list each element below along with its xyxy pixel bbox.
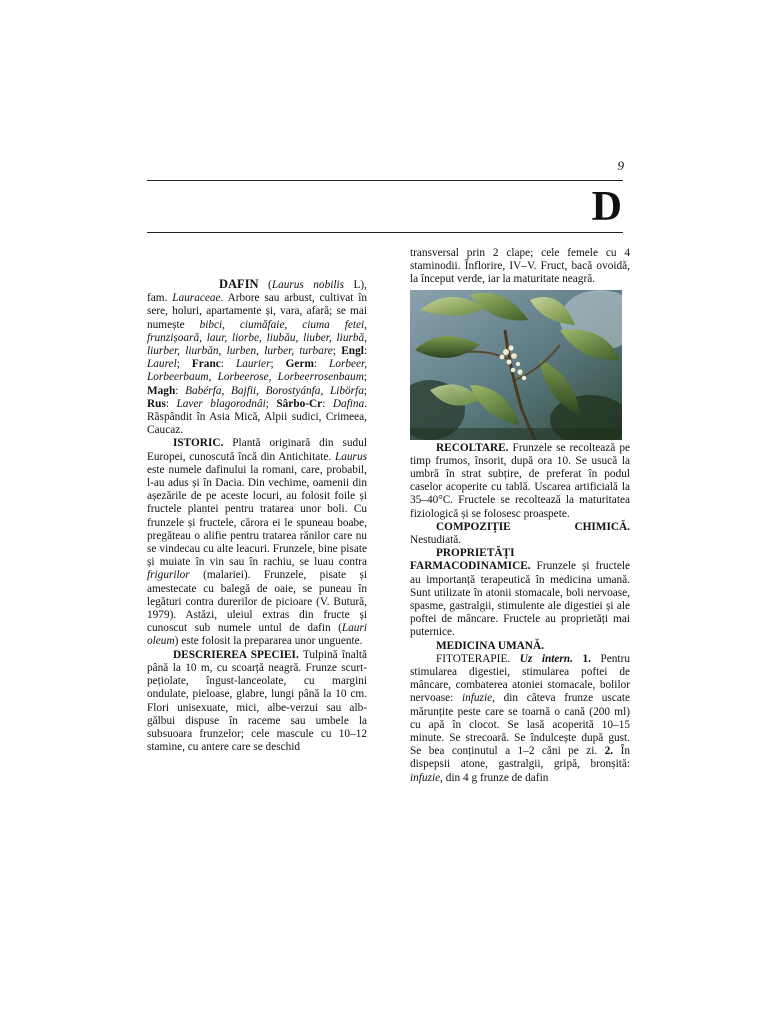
istoric-text-d: ) este folosit la prepararea unor unguente. <box>174 635 363 648</box>
recoltare-text: Frunzele se recoltează pe timp frumos, însorit, după ora 10. Se usucă la umbră în strat subțire, de preferat în podul caselor acoperite cu tablă. Uscarea artificială la 35–40°C. Fructele se recoltează la maturitatea fiziologică și se folosesc proaspete. <box>410 441 630 520</box>
proprietati-paragraph <box>410 560 630 639</box>
header-rule-bottom <box>147 232 623 233</box>
right-column <box>410 247 630 785</box>
separator: ; <box>265 397 277 410</box>
separator: : <box>322 397 333 410</box>
istoric-paragraph <box>147 437 367 648</box>
separator: : <box>313 358 330 371</box>
continued-description: transversal prin 2 clape; cele femele cu 4 staminodii. Înflorire, IV–V. Fruct, bacă ovoidă, la început verde, iar la maturitate neagră. <box>410 247 630 286</box>
separator: : <box>363 345 367 358</box>
proprietati-heading-2: FARMACODINAMICE. <box>410 560 531 573</box>
compozitie-text: Nestudiată. <box>410 534 462 547</box>
lang-label-germ: Germ <box>285 358 314 371</box>
fitoterapie-text-c: În dispepsii atone, gastralgii, gripă, bronșită: <box>410 745 630 771</box>
proprietati-text: Frunzele și fructele au importanță terapeutică în medicina umană. Sunt utilizate în atonii stomacale, boli nervoase, spasme, gastralgii, stimulente ale digestiei și ale poftei de mâncare. Fructele au proprietăți mai puternice. <box>410 560 630 639</box>
page-number: 9 <box>617 158 624 173</box>
proprietati-heading-1: PROPRIETĂȚI <box>436 547 515 560</box>
separator: ; <box>332 345 342 358</box>
fitoterapie-text-d: , din 4 g frunze de dafin <box>440 771 549 784</box>
name-engl: Laurel <box>147 358 177 371</box>
descriere-paragraph <box>147 649 367 755</box>
separator: ; <box>363 371 367 384</box>
lang-label-engl: Engl <box>341 345 364 358</box>
entry-text-b: . Arbore sau arbust, cultivat în sere, holuri, apartamente și, vara, afară; se mai numește <box>147 292 367 331</box>
recoltare-heading: RECOLTARE. <box>436 441 509 454</box>
istoric-text-b: este numele dafinului la romani, care, probabil, l-au adus și în Dacia. Din vechime, oamenii din așezările de pe aceste locuri, au folosit foile și fructele plantei pentru tratarea unor boli. Cu frunzele și fructele, cărora ei le spuneau boabe, pregăteau o alifie pentru tratarea rănilor care nu se vindecau cu alte leacuri. Frunzele, bine pisate și muiate în vin sau în rachiu, se luau contra <box>147 463 367 569</box>
separator: : <box>220 358 236 371</box>
entry-title: DAFIN <box>219 277 259 291</box>
section-letter: D <box>591 184 622 230</box>
entry-text-a: L), fam. <box>147 279 367 305</box>
istoric-heading: ISTORIC. <box>173 437 224 450</box>
separator: ; <box>176 358 192 371</box>
item-number-2: 2. <box>604 745 614 758</box>
separator: ; <box>363 384 368 397</box>
bay-laurel-flowering-branch-photo <box>410 290 622 440</box>
separator: : <box>175 384 186 397</box>
descriere-text: Tulpină înaltă până la 10 m, cu scoarță neagră. Frunze scurt-pețiolate, îngust-lanceolate, cu margini ondulate, pieloase, glabre, lungi până la 10 cm. Flori unisexuate, mici, albe-verzui sau alb-gălbui dispuse în raceme sau umbele la subsuoara frunzelor; cele mascule cu 10–12 stamine, cu antere care se deschid <box>147 648 367 754</box>
istoric-text-c: (malariei). Frunzele, pisate și amestecate cu balegă de oaie, se puneau în legături contra durerilor de picioare (V. Butură, 1979). Astăzi, uleiul extras din fructe și cunoscut sub numele untul de dafin ( <box>147 569 367 635</box>
header-rule-top <box>147 180 623 181</box>
family-name: Lauraceae <box>172 292 221 305</box>
plant-photo <box>410 290 622 440</box>
names-magh: Babérfa, Bajfii, Borostyánfa, Libörfa <box>185 384 364 397</box>
compozitie-heading: COMPOZIȚIE CHIMICĂ. <box>436 520 630 533</box>
frigurilor-word: frigurilor <box>147 569 190 582</box>
lang-label-rus: Rus <box>147 397 166 410</box>
uz-intern-label: Uz intern. <box>519 652 573 665</box>
entry-paragraph <box>147 278 367 437</box>
infuzie-word-1: infuzie <box>461 692 493 705</box>
fitoterapie-heading: FITOTERAPIE. <box>436 652 520 665</box>
laurus-word: Laurus <box>334 450 367 463</box>
lang-label-magh: Magh <box>147 384 176 397</box>
fitoterapie-text-a: Pentru stimularea digestiei, stimularea poftei de mâncare, combaterea atoniei stomacale, bolilor nervoase: <box>410 652 630 705</box>
lang-label-sarbo: Sârbo-Cr <box>276 397 323 410</box>
item-number-1: 1. <box>572 652 591 665</box>
name-sarbo: Dafina <box>332 397 365 410</box>
fitoterapie-paragraph <box>410 653 630 785</box>
left-column <box>147 278 367 754</box>
latin-name: Laurus nobilis <box>271 279 345 291</box>
recoltare-paragraph <box>410 442 630 521</box>
medicina-heading: MEDICINA UMANĂ. <box>436 639 544 652</box>
names-germ: Lorbeer, Lorbeerbaum, Lorbeerose, Lorbeerrosenbaum <box>147 358 368 384</box>
descriere-heading: DESCRIEREA SPECIEI. <box>173 648 299 661</box>
name-franc: Laurier <box>235 358 271 371</box>
separator: : <box>165 397 177 410</box>
lang-label-franc: Franc <box>191 358 221 371</box>
folk-names: bibci, ciumăfaie, ciuma fetei, frunzișoară, laur, liorbe, liubău, liuber, liurbă, liurber, liurbăn, lurben, lurber, turbare <box>147 318 367 358</box>
entry-text-c: . Răspândit în Asia Mică, Alpii sudici, Crimeea, Caucaz. <box>147 397 368 437</box>
separator: ; <box>270 358 286 371</box>
istoric-text-a: Plantă originară din sudul Europei, cunoscută încă din Antichitate. <box>147 437 367 463</box>
entry-open-paren: ( <box>258 279 272 291</box>
lauri-oleum-word: Lauri oleum <box>147 622 367 648</box>
fitoterapie-text-b: , din câteva frunze uscate mărunțite peste care se toarnă o cană (200 ml) cu apă în clocot. Se lasă acoperită 10–15 minute. Se strecoară. Se îndulcește după gust. Se bea conținutul a 1–2 căni pe zi. <box>410 692 630 758</box>
name-rus: Laver blagorodnâi <box>176 397 266 410</box>
infuzie-word-2: infuzie <box>410 771 441 784</box>
